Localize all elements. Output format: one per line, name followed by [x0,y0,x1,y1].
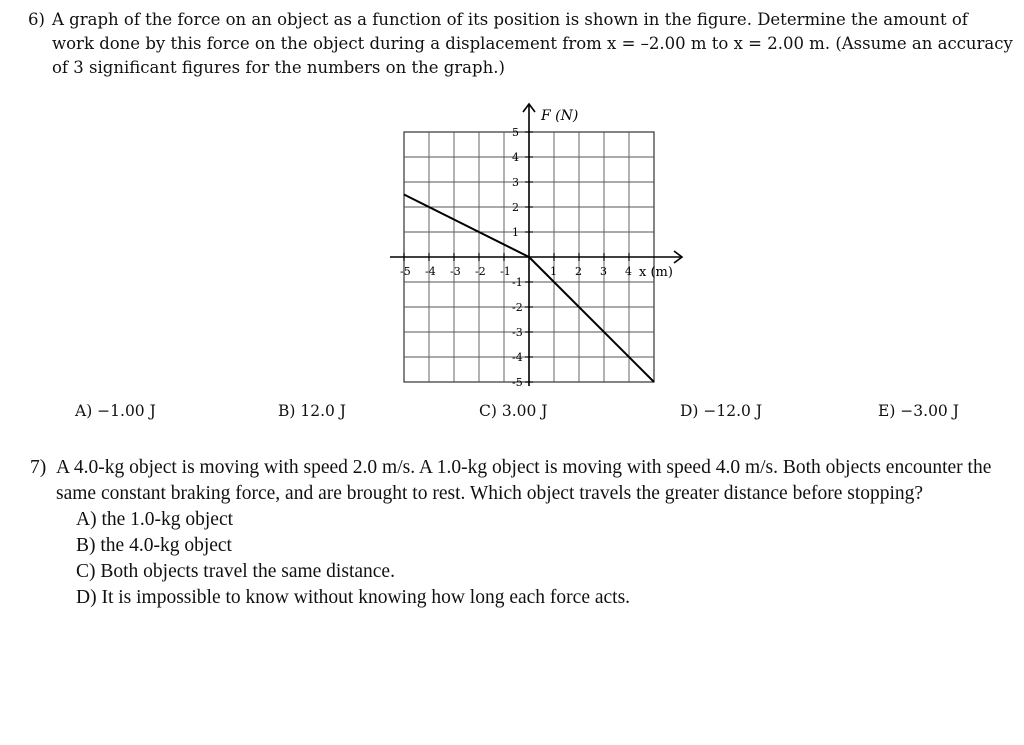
option-a[interactable]: A) the 1.0-kg object [76,509,234,530]
force-line-segment [529,257,654,382]
answer-e[interactable]: E) −3.00 J [878,402,959,420]
x-tick-label: -5 [400,265,411,278]
force-line-segment [404,195,529,258]
y-axis-label: F (N) [541,108,579,124]
x-tick-label: 3 [600,265,607,278]
option-c[interactable]: C) Both objects travel the same distance. [76,561,395,582]
question-7 [30,455,1010,611]
question-6 [28,8,1013,80]
x-axis-label: x (m) [639,265,673,280]
y-tick-label: 2 [512,201,519,214]
axes [390,104,682,386]
answer-a[interactable]: A) −1.00 J [75,402,156,420]
question-text: A graph of the force on an object as a function of its position is shown in the figure. Determine the amount of work done by this force on the object during a displacement from x = –2.00 m to x = 2.00 m. (Assume an accuracy of 3 significant figures for the numbers on the graph.) [52,10,1013,77]
answer-d[interactable]: D) −12.0 J [680,402,763,420]
x-tick-label: -4 [425,265,436,278]
question-text: A 4.0-kg object is moving with speed 2.0 m/s. A 1.0-kg object is moving with speed 4.0 m/s. Both objects encounter the same constant braking force, and are brought to rest. Which object travels the greater distance before stopping? [56,457,992,504]
y-tick-label: 3 [512,176,519,189]
question-7-options [76,507,1010,611]
y-tick-label: -1 [512,276,523,289]
y-tick-label: -2 [512,301,523,314]
y-tick-label: 5 [512,126,519,139]
x-tick-label: -3 [450,265,461,278]
y-tick-label: -3 [512,326,523,339]
x-tick-label: -2 [475,265,486,278]
x-tick-label: 2 [575,265,582,278]
question-number: 7) [30,457,47,478]
question-number: 6) [28,10,45,29]
y-tick-label: -4 [512,351,523,364]
y-tick-label: 1 [512,226,519,239]
x-tick-label: -1 [500,265,511,278]
x-tick-label: 4 [625,265,632,278]
option-d[interactable]: D) It is impossible to know without knowing how long each force acts. [76,587,631,608]
force-position-graph [390,100,690,398]
answer-c[interactable]: C) 3.00 J [479,402,548,420]
x-tick-label: 1 [550,265,557,278]
option-b[interactable]: B) the 4.0-kg object [76,535,232,556]
answer-b[interactable]: B) 12.0 J [278,402,347,420]
y-tick-label: 4 [512,151,519,164]
y-tick-label: -5 [512,376,523,389]
question-6-answers [0,402,1024,426]
